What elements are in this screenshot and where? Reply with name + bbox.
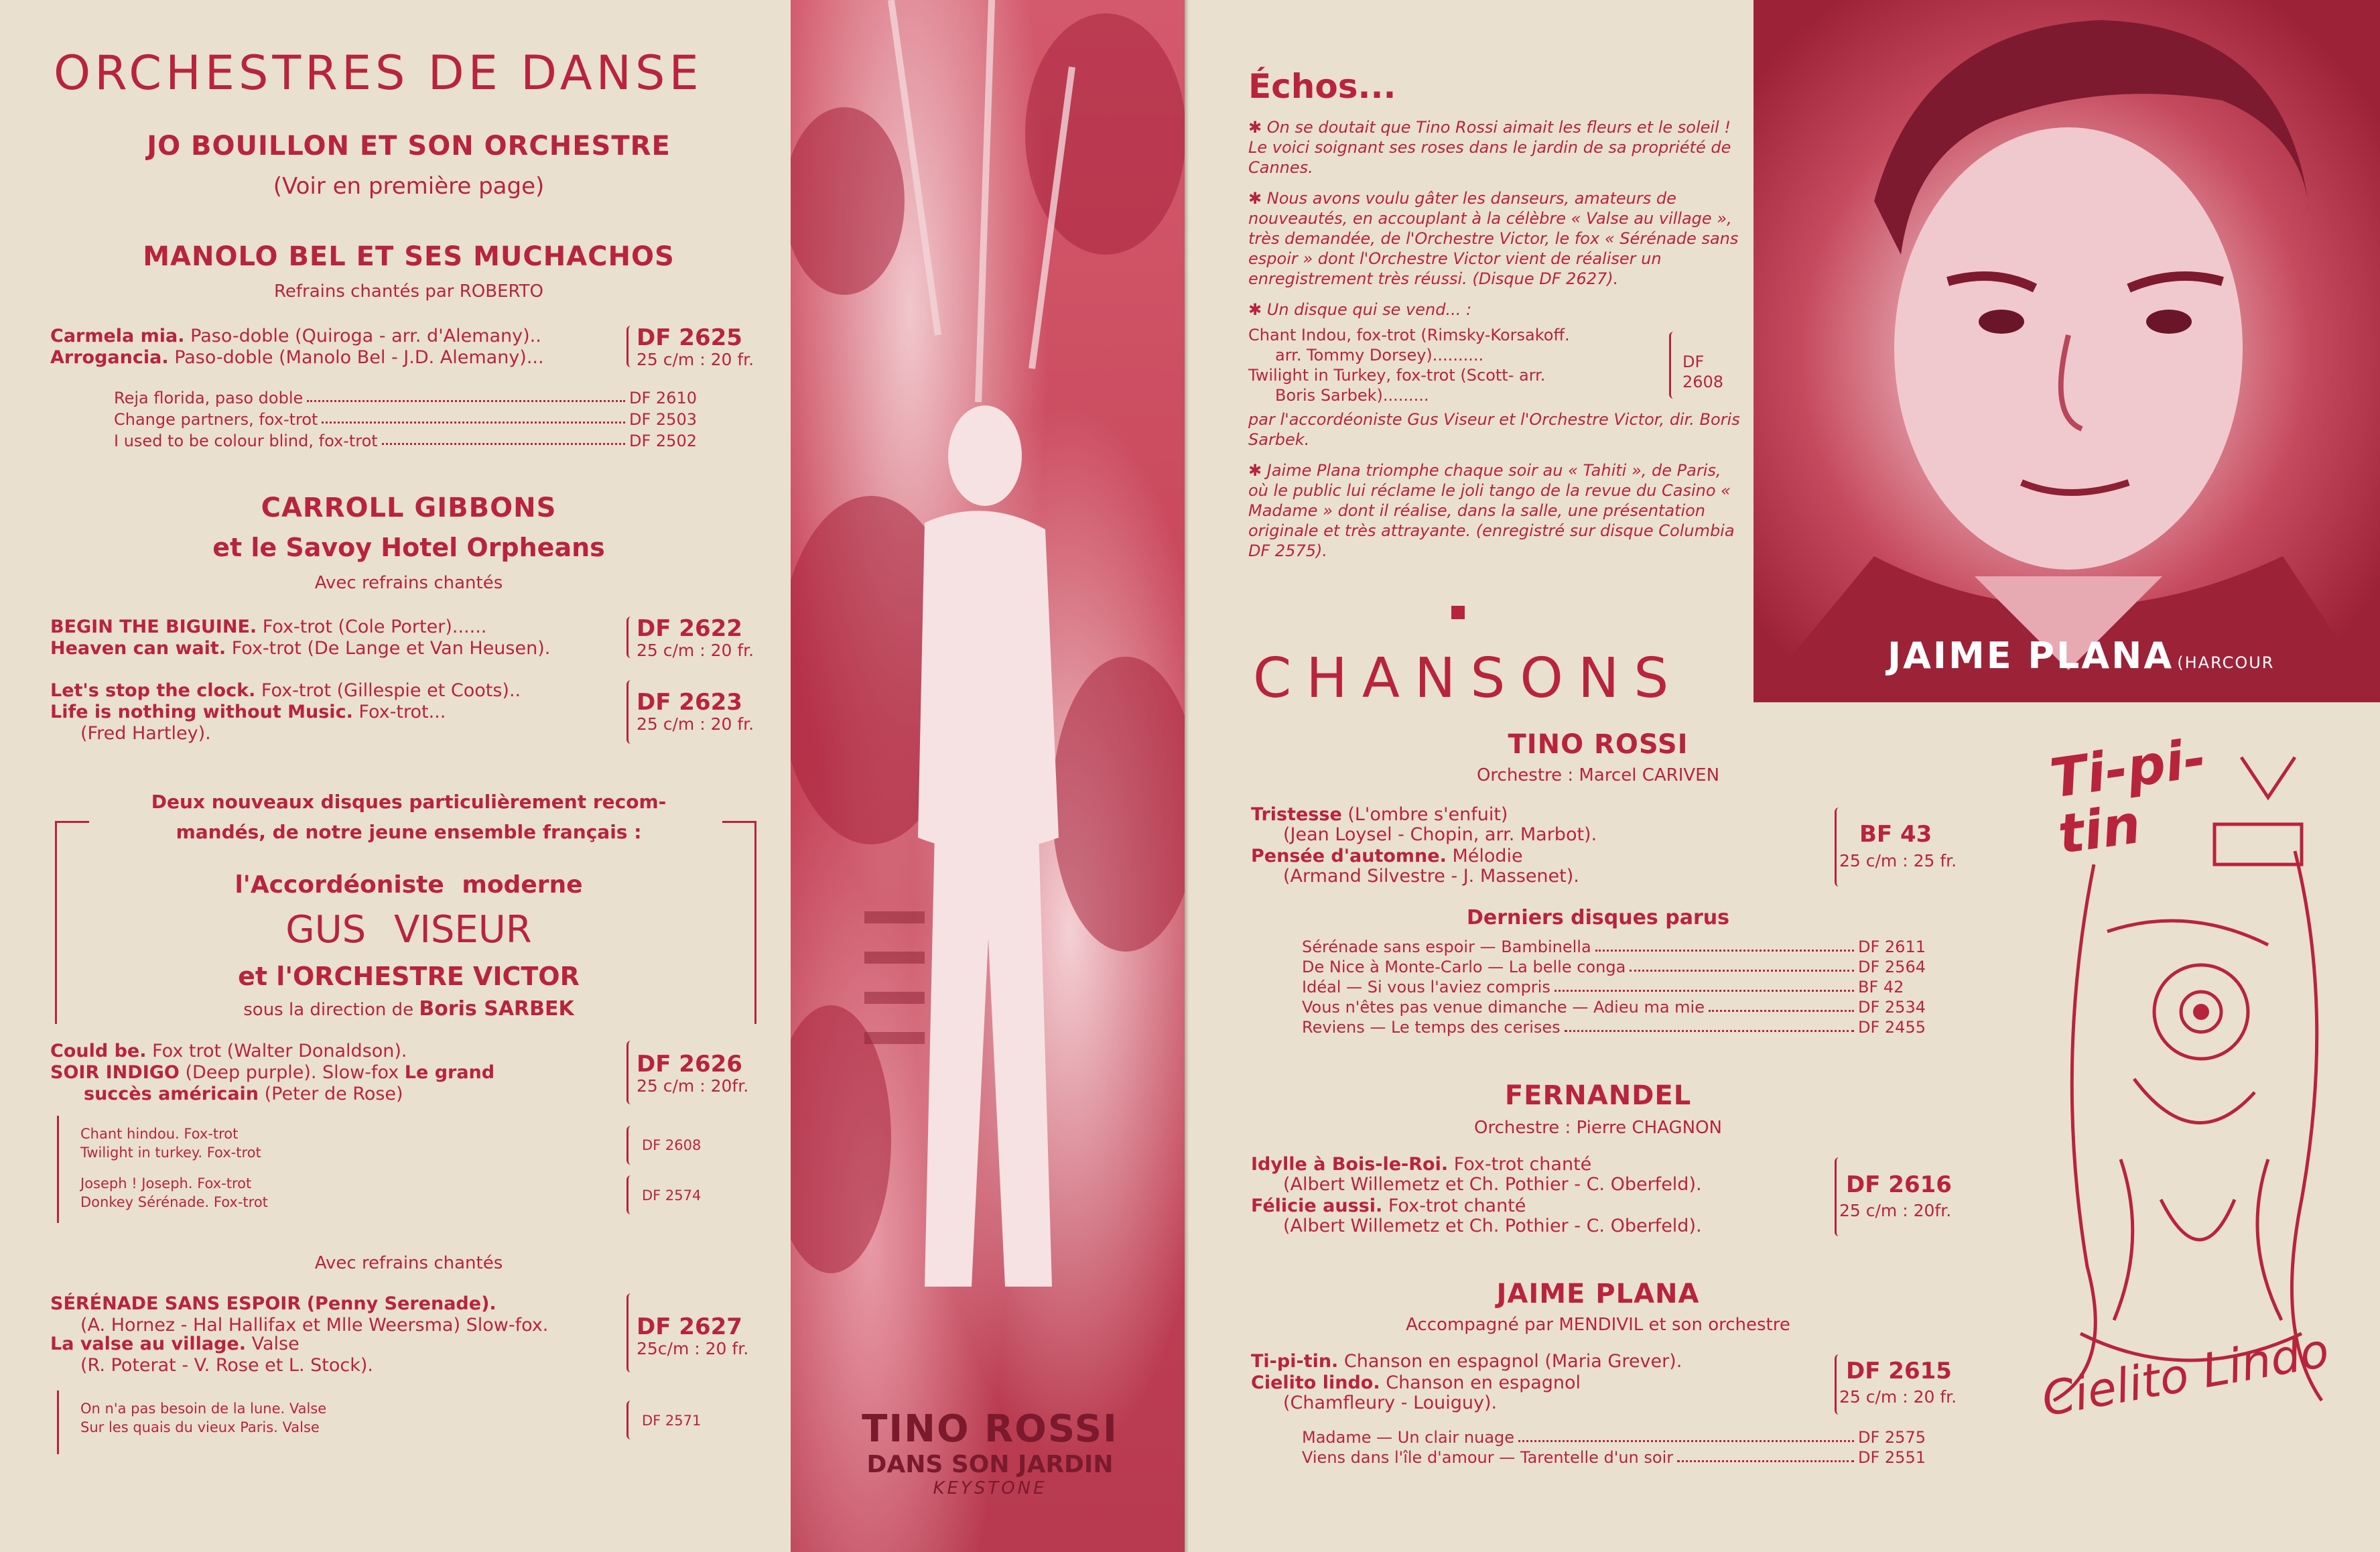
record-row: (Albert Willemetz et Ch. Pothier - C. Oberfeld). bbox=[1283, 1174, 1702, 1195]
record-row: Carmela mia. Paso-doble (Quiroga - arr. d'Alemany).. bbox=[50, 326, 541, 346]
echo-item: par l'accordéoniste Gus Viseur et l'Orchestre Victor, dir. Boris Sarbek. bbox=[1248, 410, 1740, 449]
left-page bbox=[0, 0, 1189, 1552]
catalog-ref: DF 2616 bbox=[1846, 1171, 1952, 1198]
record-row: (R. Poterat - V. Rose et L. Stock). bbox=[80, 1355, 373, 1376]
photo-caption-title: TINO ROSSI bbox=[862, 1407, 1118, 1451]
price: 25 c/m : 20fr. bbox=[637, 1076, 749, 1096]
record-list bbox=[80, 1124, 261, 1162]
page-title: ORCHESTRES DE DANSE bbox=[54, 46, 703, 101]
photo-caption bbox=[791, 1407, 1189, 1498]
list-item: Reviens — Le temps des cerises DF 2455 bbox=[1302, 1018, 1926, 1037]
record-row: (Fred Hartley). bbox=[80, 723, 211, 744]
fernandel-heading: FERNANDEL bbox=[1504, 1080, 1692, 1111]
manolo-sub: Refrains chantés par ROBERTO bbox=[273, 281, 544, 302]
record-row: SOIR INDIGO (Deep purple). Slow-fox Le grand bbox=[50, 1062, 495, 1083]
record-row: Pensée d'automne. Mélodie bbox=[1251, 846, 1523, 866]
brace bbox=[626, 1401, 635, 1439]
record-list bbox=[80, 1399, 326, 1437]
record-list bbox=[1302, 937, 1945, 1037]
garden-photo-illustration bbox=[791, 0, 1189, 1552]
gus-viseur-heading: GUS VISEUR bbox=[285, 908, 532, 952]
price: 25 c/m : 20 fr. bbox=[637, 350, 754, 369]
brace bbox=[626, 326, 635, 367]
echos-title: Échos... bbox=[1248, 67, 1396, 106]
catalog-ref: DF 2608 bbox=[642, 1137, 702, 1153]
catalog-ref: DF 2627 bbox=[637, 1313, 742, 1340]
price: 25 c/m : 20 fr. bbox=[637, 641, 754, 660]
list-item: Idéal — Si vous l'aviez compris BF 42 bbox=[1302, 978, 1904, 996]
echo-item: ✱ On se doutait que Tino Rossi aimait les fleurs et le soleil ! Le voici soignant ses roses dans le jardin de sa propriété de Cannes. bbox=[1248, 118, 1731, 177]
catalog-ref: DF 2571 bbox=[642, 1413, 702, 1429]
record-row: SÉRÉNADE SANS ESPOIR (Penny Serenade). bbox=[50, 1293, 497, 1314]
brace bbox=[1669, 332, 1678, 399]
catalog-ref: BF 43 bbox=[1859, 821, 1932, 848]
brace bbox=[626, 1175, 635, 1214]
brace bbox=[1835, 807, 1843, 887]
brace bbox=[1835, 1157, 1843, 1236]
jaime-plana-portrait bbox=[1754, 0, 2380, 702]
echos-block bbox=[1248, 117, 1744, 561]
record-row: Cielito lindo. Chanson en espagnol bbox=[1251, 1372, 1581, 1393]
box-direction: sous la direction de Boris SARBEK bbox=[243, 997, 574, 1021]
catalog-ref: DF 2625 bbox=[637, 324, 742, 351]
portrait-caption bbox=[1888, 635, 2274, 677]
jaime-heading: JAIME PLANA bbox=[1496, 1279, 1700, 1309]
record-row: Heaven can wait. Fox-trot (De Lange et Van Heusen). bbox=[50, 638, 551, 659]
box-line: et l'ORCHESTRE VICTOR bbox=[238, 962, 580, 991]
record-list bbox=[80, 1174, 268, 1212]
list-item: Sur les quais du vieux Paris. Valse bbox=[80, 1419, 320, 1435]
record-row: (Albert Willemetz et Ch. Pothier - C. Oberfeld). bbox=[1283, 1216, 1702, 1236]
derniers-heading: Derniers disques parus bbox=[1467, 906, 1729, 929]
divider bbox=[57, 1116, 59, 1223]
catalog-ref: DF 2626 bbox=[637, 1051, 742, 1078]
list-item: Twilight in turkey. Fox-trot bbox=[80, 1145, 261, 1161]
ti-pi-tin-drawing bbox=[2013, 726, 2355, 1488]
record-row: (Jean Loysel - Chopin, arr. Marbot). bbox=[1283, 824, 1597, 845]
gus-sub: Avec refrains chantés bbox=[314, 1253, 503, 1273]
brace bbox=[626, 1041, 635, 1104]
tino-rossi-photo bbox=[791, 0, 1189, 1552]
drawing-subtitle: Cielito Lindo bbox=[2038, 1322, 2333, 1427]
list-item: Chant hindou. Fox-trot bbox=[80, 1126, 239, 1142]
record-list bbox=[1302, 1427, 1945, 1468]
carroll-sub: Avec refrains chantés bbox=[314, 573, 503, 593]
box-intro: Deux nouveaux disques particulièrement recom- bbox=[151, 791, 667, 813]
brace bbox=[626, 1293, 635, 1372]
record-row: Let's stop the clock. Fox-trot (Gillespie et Coots).. bbox=[50, 680, 521, 701]
drawing-title: Ti-pi-tin bbox=[2046, 726, 2210, 866]
photo-credit: KEYSTONE bbox=[933, 1478, 1047, 1498]
record-row: Ti-pi-tin. Chanson en espagnol (Maria Grever). bbox=[1251, 1351, 1682, 1372]
echo-disc: Chant Indou, fox-trot (Rimsky-Korsakoff. arr. Tommy Dorsey).......... Twilight in Turkey, fox-trot (Scott- arr. Boris Sarbek)......... DF 2608 bbox=[1248, 325, 1744, 405]
record-row: (A. Hornez - Hal Hallifax et Mlle Weersma) Slow-fox. bbox=[80, 1315, 549, 1336]
list-item: Sérénade sans espoir — Bambinella DF 2611 bbox=[1302, 937, 1926, 956]
record-row: La valse au village. Valse bbox=[50, 1334, 300, 1354]
list-item: I used to be colour blind, fox-trot DF 2502 bbox=[114, 432, 697, 450]
price: 25 c/m : 20 fr. bbox=[1839, 1387, 1957, 1407]
catalog-ref: DF 2608 bbox=[1682, 352, 1724, 391]
manolo-heading: MANOLO BEL ET SES MUCHACHOS bbox=[143, 241, 675, 272]
brace bbox=[626, 1126, 635, 1165]
record-row: Arrogancia. Paso-doble (Manolo Bel - J.D. Alemany)... bbox=[50, 347, 544, 368]
carroll-subheading: et le Savoy Hotel Orpheans bbox=[212, 533, 605, 562]
price: 25 c/m : 20 fr. bbox=[637, 714, 754, 734]
list-item: Madame — Un clair nuage DF 2575 bbox=[1302, 1428, 1926, 1447]
price: 25c/m : 20 fr. bbox=[637, 1339, 749, 1358]
list-item: Reja florida, paso doble DF 2610 bbox=[114, 389, 697, 407]
echo-item: ✱ Un disque qui se vend... : bbox=[1248, 300, 1472, 319]
portrait-credit: (HARCOUR bbox=[2177, 653, 2275, 672]
section-bullet bbox=[1451, 606, 1465, 619]
tino-sub: Orchestre : Marcel CARIVEN bbox=[1476, 765, 1720, 785]
record-row: (Armand Silvestre - J. Massenet). bbox=[1283, 866, 1579, 887]
record-row: BEGIN THE BIGUINE. Fox-trot (Cole Porter)...... bbox=[50, 617, 487, 637]
price: 25 c/m : 20fr. bbox=[1839, 1201, 1952, 1220]
photo-caption-sub: DANS SON JARDIN bbox=[866, 1451, 1114, 1478]
right-page bbox=[1189, 0, 2380, 1552]
catalog-ref: DF 2615 bbox=[1846, 1358, 1952, 1384]
jo-bouillon-note: (Voir en première page) bbox=[273, 173, 545, 200]
catalog-ref: DF 2574 bbox=[642, 1187, 702, 1204]
tino-heading: TINO ROSSI bbox=[1508, 729, 1689, 760]
fernandel-sub: Orchestre : Pierre CHAGNON bbox=[1474, 1118, 1722, 1138]
record-row: Tristesse (L'ombre s'enfuit) bbox=[1251, 804, 1508, 825]
portrait-illustration bbox=[1754, 0, 2380, 702]
record-row: Idylle à Bois-le-Roi. Fox-trot chanté bbox=[1251, 1154, 1592, 1175]
record-row: Life is nothing without Music. Fox-trot... bbox=[50, 702, 446, 722]
list-item: Joseph ! Joseph. Fox-trot bbox=[80, 1175, 252, 1191]
record-row: (Chamfleury - Louiguy). bbox=[1283, 1393, 1498, 1413]
record-row: Félicie aussi. Fox-trot chanté bbox=[1251, 1195, 1526, 1216]
carroll-heading: CARROLL GIBBONS bbox=[261, 493, 557, 523]
jaime-sub: Accompagné par MENDIVIL et son orchestre bbox=[1406, 1315, 1790, 1335]
record-row: succès américain (Peter de Rose) bbox=[84, 1084, 403, 1104]
echo-item: ✱ Jaime Plana triomphe chaque soir au « Tahiti », de Paris, où le public lui réclame le joli tango de la revue du Casino « Madame » dont il réalise, dans la salle, une présentation originale et très attrayante. (enregistré sur disque Columbia DF 2575). bbox=[1248, 461, 1735, 560]
echo-item: ✱ Nous avons voulu gâter les danseurs, amateurs de nouveautés, en accouplant à la célèbre « Valse au village », très demandée, de l'Orchestre Victor, le fox « Sérénade sans espoir » dont l'Orchestre Victor vient de réaliser un enregistrement très réussi. (Disque DF 2627). bbox=[1248, 189, 1739, 288]
record-list bbox=[114, 389, 697, 450]
box-line: l'Accordéoniste moderne bbox=[235, 871, 583, 899]
list-item: On n'a pas besoin de la lune. Valse bbox=[80, 1401, 327, 1417]
list-item: Change partners, fox-trot DF 2503 bbox=[114, 410, 697, 429]
list-item: Vous n'êtes pas venue dimanche — Adieu ma mie DF 2534 bbox=[1302, 998, 1926, 1017]
catalog-ref: DF 2623 bbox=[637, 689, 742, 716]
catalog-ref: DF 2622 bbox=[637, 615, 742, 642]
record-row: Could be. Fox trot (Walter Donaldson). bbox=[50, 1041, 407, 1061]
list-item: De Nice à Monte-Carlo — La belle conga DF 2564 bbox=[1302, 958, 1926, 976]
box-intro: mandés, de notre jeune ensemble français : bbox=[176, 821, 642, 843]
list-item: Viens dans l'île d'amour — Tarentelle d'un soir DF 2551 bbox=[1302, 1448, 1926, 1467]
chansons-heading: CHANSONS bbox=[1253, 647, 1684, 710]
jo-bouillon-heading: JO BOUILLON ET SON ORCHESTRE bbox=[147, 131, 671, 161]
portrait-name: JAIME PLANA bbox=[1888, 635, 2174, 677]
list-item: Donkey Sérénade. Fox-trot bbox=[80, 1194, 268, 1210]
divider bbox=[57, 1391, 59, 1454]
price: 25 c/m : 25 fr. bbox=[1839, 851, 1957, 870]
brace bbox=[626, 617, 635, 658]
brace bbox=[626, 680, 635, 744]
